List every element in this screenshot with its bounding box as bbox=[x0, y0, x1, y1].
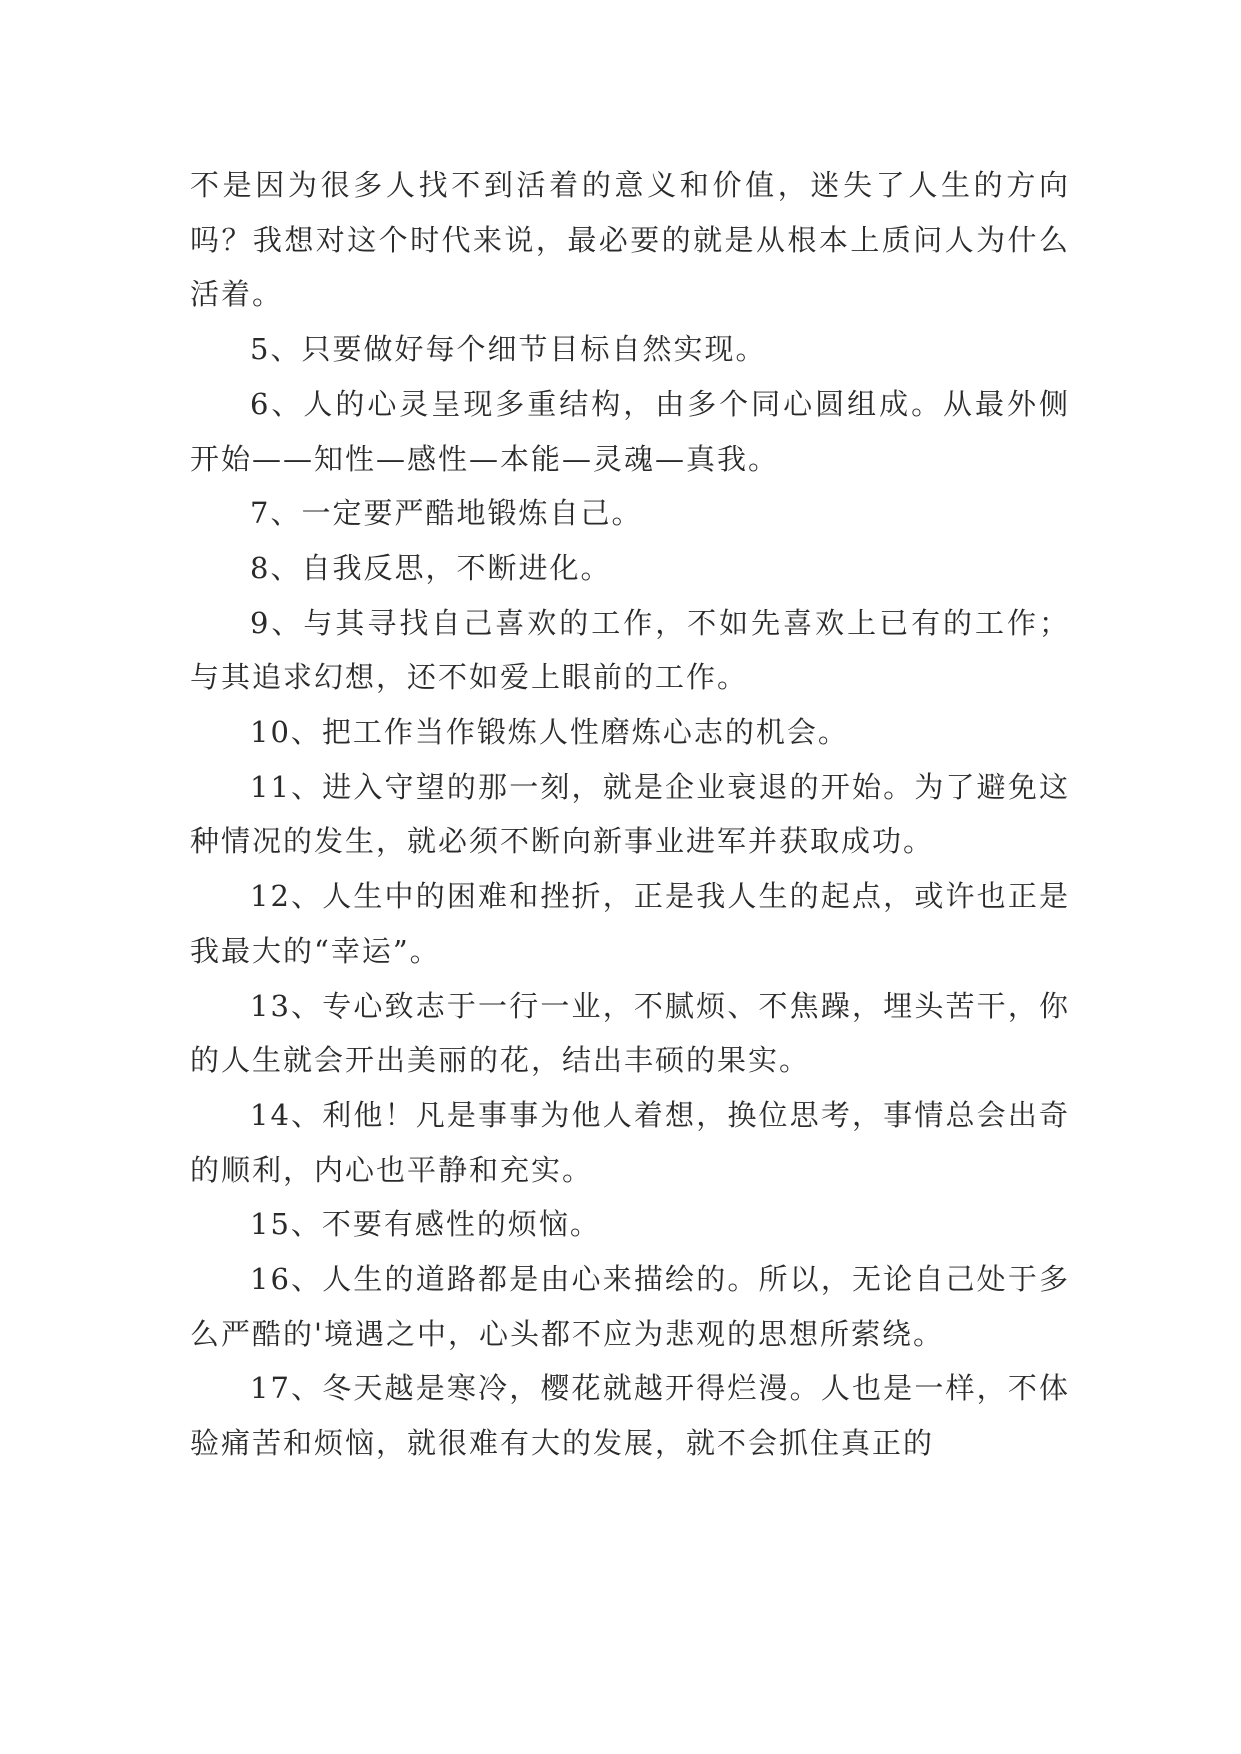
paragraph-item-17: 17、冬天越是寒冷，樱花就越开得烂漫。人也是一样，不体验痛苦和烦恼，就很难有大的发展，就不会抓住真正的 bbox=[190, 1371, 1070, 1461]
paragraph-continuation: 不是因为很多人找不到活着的意义和价值，迷失了人生的方向吗？我想对这个时代来说，最必要的就是从根本上质问人为什么活着。 bbox=[190, 168, 1070, 312]
paragraph-item-5: 5、只要做好每个细节目标自然实现。 bbox=[250, 332, 767, 367]
paragraph-item-7: 7、一定要严酷地锻炼自己。 bbox=[250, 496, 643, 531]
paragraph-item-6: 6、人的心灵呈现多重结构，由多个同心圆组成。从最外侧开始——知性—感性—本能—灵魂—真我。 bbox=[190, 386, 1070, 476]
paragraph-item-10: 10、把工作当作锻炼人性磨炼心志的机会。 bbox=[250, 715, 849, 750]
paragraph-item-9: 9、与其寻找自己喜欢的工作，不如先喜欢上已有的工作；与其追求幻想，还不如爱上眼前的工作。 bbox=[190, 605, 1070, 695]
paragraph-item-8: 8、自我反思，不断进化。 bbox=[250, 550, 612, 585]
document-body bbox=[190, 158, 1070, 1471]
paragraph-item-16: 16、人生的道路都是由心来描绘的。所以，无论自己处于多么严酷的'境遇之中，心头都不应为悲观的思想所萦绕。 bbox=[190, 1262, 1070, 1351]
paragraph-item-14: 14、利他！凡是事事为他人着想，换位思考，事情总会出奇的顺利，内心也平静和充实。 bbox=[190, 1097, 1070, 1187]
paragraph-item-11: 11、进入守望的那一刻，就是企业衰退的开始。为了避免这种情况的发生，就必须不断向新事业进军并获取成功。 bbox=[190, 769, 1070, 859]
paragraph-item-13: 13、专心致志于一行一业，不腻烦、不焦躁，埋头苦干，你的人生就会开出美丽的花，结出丰硕的果实。 bbox=[190, 988, 1070, 1078]
paragraph-item-12: 12、人生中的困难和挫折，正是我人生的起点，或许也正是我最大的“幸运”。 bbox=[190, 879, 1070, 968]
paragraph-item-15: 15、不要有感性的烦恼。 bbox=[250, 1207, 601, 1242]
